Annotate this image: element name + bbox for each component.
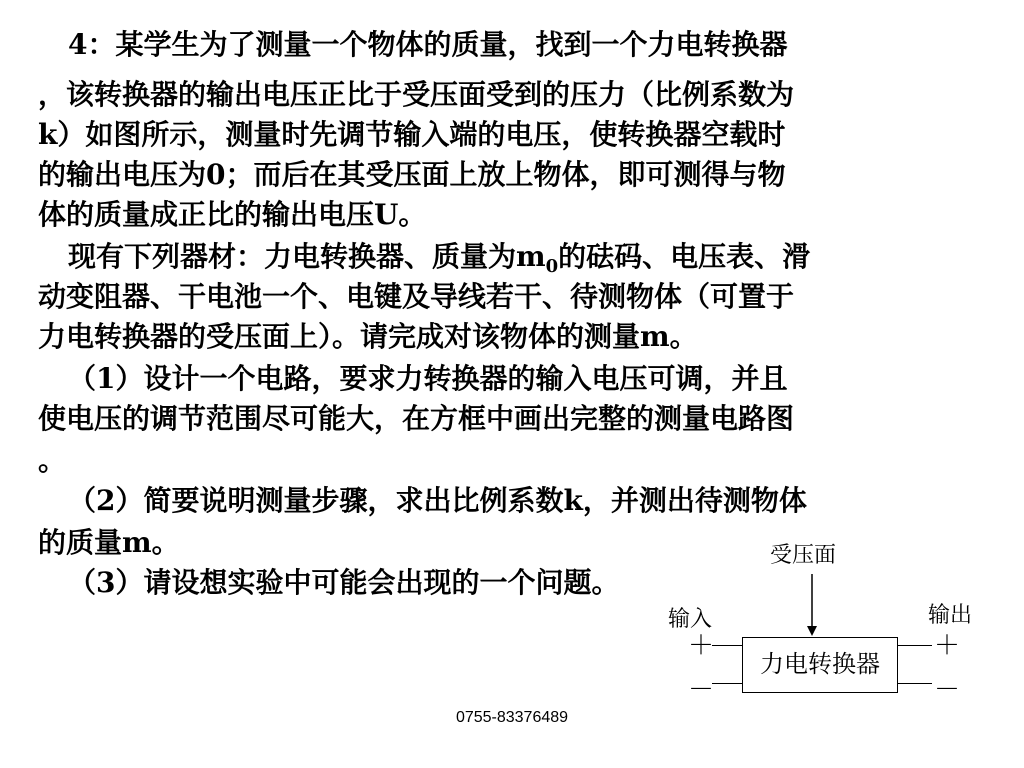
materials-line-3: 力电转换器的受压面上）。请完成对该物体的测量m。 bbox=[38, 320, 698, 353]
transducer-diagram bbox=[650, 540, 1024, 710]
output-label: 输出 bbox=[928, 603, 973, 628]
q2-line-1: （2）简要说明测量步骤，求出比例系数k，并测出待测物体 bbox=[68, 484, 807, 517]
materials-line-2: 动变阻器、干电池一个、电键及导线若干、待测物体（可置于 bbox=[38, 280, 795, 313]
footer-phone: 0755-83376489 bbox=[455, 709, 569, 726]
materials-text-b: 的砝码、电压表、滑 bbox=[558, 240, 811, 273]
q1-line-3: 。 bbox=[38, 444, 67, 477]
q2-line-2: 的质量m。 bbox=[38, 526, 180, 559]
materials-text-a: 现有下列器材：力电转换器、质量为m bbox=[68, 240, 546, 273]
pressure-face-label: 受压面 bbox=[770, 543, 837, 568]
output-minus-wire bbox=[898, 683, 932, 684]
output-plus-sign: ＋ bbox=[934, 631, 961, 661]
input-minus-wire bbox=[712, 683, 742, 684]
problem-line-4: 的输出电压为0；而后在其受压面上放上物体，即可测得与物 bbox=[38, 158, 786, 191]
problem-line-1: 4：某学生为了测量一个物体的质量，找到一个力电转换器 bbox=[68, 28, 788, 61]
q1-line-1: （1）设计一个电路，要求力转换器的输入电压可调，并且 bbox=[68, 362, 788, 395]
problem-line-3: k）如图所示，测量时先调节输入端的电压，使转换器空载时 bbox=[38, 118, 786, 151]
output-plus-wire bbox=[898, 645, 932, 646]
materials-line-1 bbox=[68, 240, 810, 284]
input-plus-sign: ＋ bbox=[688, 631, 715, 661]
problem-line-2: ，该转换器的输出电压正比于受压面受到的压力（比例系数为 bbox=[38, 78, 795, 111]
input-label: 输入 bbox=[668, 607, 713, 632]
q1-line-2: 使电压的调节范围尽可能大，在方框中画出完整的测量电路图 bbox=[38, 402, 795, 435]
input-plus-wire bbox=[712, 645, 742, 646]
problem-line-5: 体的质量成正比的输出电压U。 bbox=[38, 198, 427, 231]
output-minus-sign: － bbox=[934, 675, 961, 705]
transducer-box: 力电转换器 bbox=[742, 637, 898, 693]
q3-line: （3）请设想实验中可能会出现的一个问题。 bbox=[68, 566, 620, 599]
materials-subscript: 0 bbox=[545, 256, 559, 277]
input-minus-sign: － bbox=[688, 675, 715, 705]
